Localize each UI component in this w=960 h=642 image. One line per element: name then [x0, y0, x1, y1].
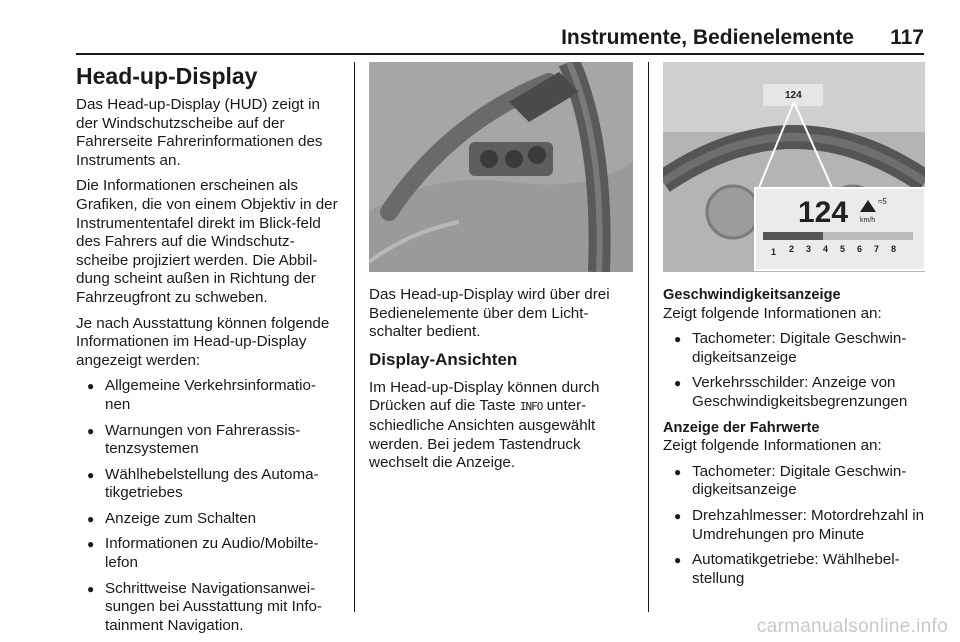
list-item: ● Wählhebelstellung des Automa-tikgetriebes [76, 466, 338, 503]
hud-tick: 7 [874, 244, 880, 254]
header-rule [76, 53, 924, 55]
hud-tick: 3 [806, 244, 812, 254]
hud-tick: 5 [840, 244, 846, 254]
hud-tick: 2 [789, 244, 795, 254]
subsection-heading-driving-values: Anzeige der Fahrwerte [663, 419, 820, 436]
paragraph: Zeigt folgende Informationen an: [663, 304, 882, 322]
photo-hud-speed-view [663, 62, 925, 272]
hud-tick: 8 [891, 244, 897, 254]
section-heading-head-up-display: Head-up-Display [76, 63, 258, 89]
list-item: ● Tachometer: Digitale Geschwin-digkeitsanzeige [663, 463, 925, 500]
column-1 [76, 62, 338, 642]
hud-tick: 1 [771, 247, 777, 257]
hud-speed-illustration [663, 62, 925, 272]
section-heading-display-ansichten: Display-Ansichten [369, 349, 518, 369]
column-divider-2 [648, 62, 649, 612]
list-item: ● Drehzahlmesser: Motordrehzahl in Umdrehungen pro Minute [663, 507, 925, 544]
column-3 [663, 62, 925, 595]
bullet-list [76, 377, 338, 635]
hud-controls-illustration [369, 62, 633, 272]
hud-speed-value: 124 [798, 196, 849, 229]
hud-small-speed: 124 [785, 90, 802, 101]
list-item: ● Warnungen von Fahrerassis-tenzsystemen [76, 422, 338, 459]
column-divider-1 [354, 62, 355, 612]
column-2 [369, 62, 633, 480]
paragraph: Das Head-up-Display (HUD) zeigt in der Windschutzscheibe auf der Fahrerseite Fahrerinformationen des Instruments an. [76, 96, 323, 169]
watermark: carmanualsonline.info [756, 616, 948, 637]
hud-tick: 4 [823, 244, 829, 254]
photo-hud-controls [369, 62, 633, 272]
list-item: ● Allgemeine Verkehrsinformatio-nen [76, 377, 338, 414]
info-button-icon: INFO [519, 400, 543, 414]
hud-tick: 6 [857, 244, 863, 254]
list-item: ● Verkehrsschilder: Anzeige von Geschwindigkeitsbegrenzungen [663, 374, 925, 411]
list-item: ● Automatikgetriebe: Wählhebel-stellung [663, 551, 925, 588]
list-item: ● Anzeige zum Schalten [76, 510, 338, 529]
hud-limit: ≈5 [878, 197, 887, 206]
paragraph: Die Informationen erscheinen als Grafiken, die von einem Objektiv in der Instrumententafel direkt im Blick-feld des Fahrers auf die Windschutz-scheibe projiziert werden. Die Abbil-dung scheint außen in Richtung der Fahrzeugfront zu schweben. [76, 177, 338, 306]
bullet-list [663, 330, 925, 411]
header-title: Instrumente, Bedienelemente [561, 26, 854, 49]
paragraph: Je nach Ausstattung können folgende Informationen im Head-up-Display angezeigt werden: [76, 314, 330, 369]
paragraph: Zeigt folgende Informationen an: [663, 437, 882, 455]
list-item: ● Schrittweise Navigationsanwei-sungen bei Ausstattung mit Info-tainment Navigation. [76, 580, 338, 636]
page-number: 117 [890, 26, 924, 49]
list-item: ● Informationen zu Audio/Mobilte-lefon [76, 535, 338, 572]
page-header [76, 24, 924, 52]
list-item: ● Tachometer: Digitale Geschwin-digkeitsanzeige [663, 330, 925, 367]
paragraph: Das Head-up-Display wird über drei Bedienelemente über dem Licht-schalter bedient. [369, 286, 610, 341]
subsection-heading-speed: Geschwindigkeitsanzeige [663, 287, 841, 303]
paragraph: Im Head-up-Display können durch Drücken auf die Taste INFO unter-schiedliche Ansichten ausgewählt werden. Bei jedem Tastendruck wechselt die Anzeige. [369, 378, 600, 472]
bullet-list [663, 463, 925, 589]
hud-unit: km/h [860, 217, 876, 224]
